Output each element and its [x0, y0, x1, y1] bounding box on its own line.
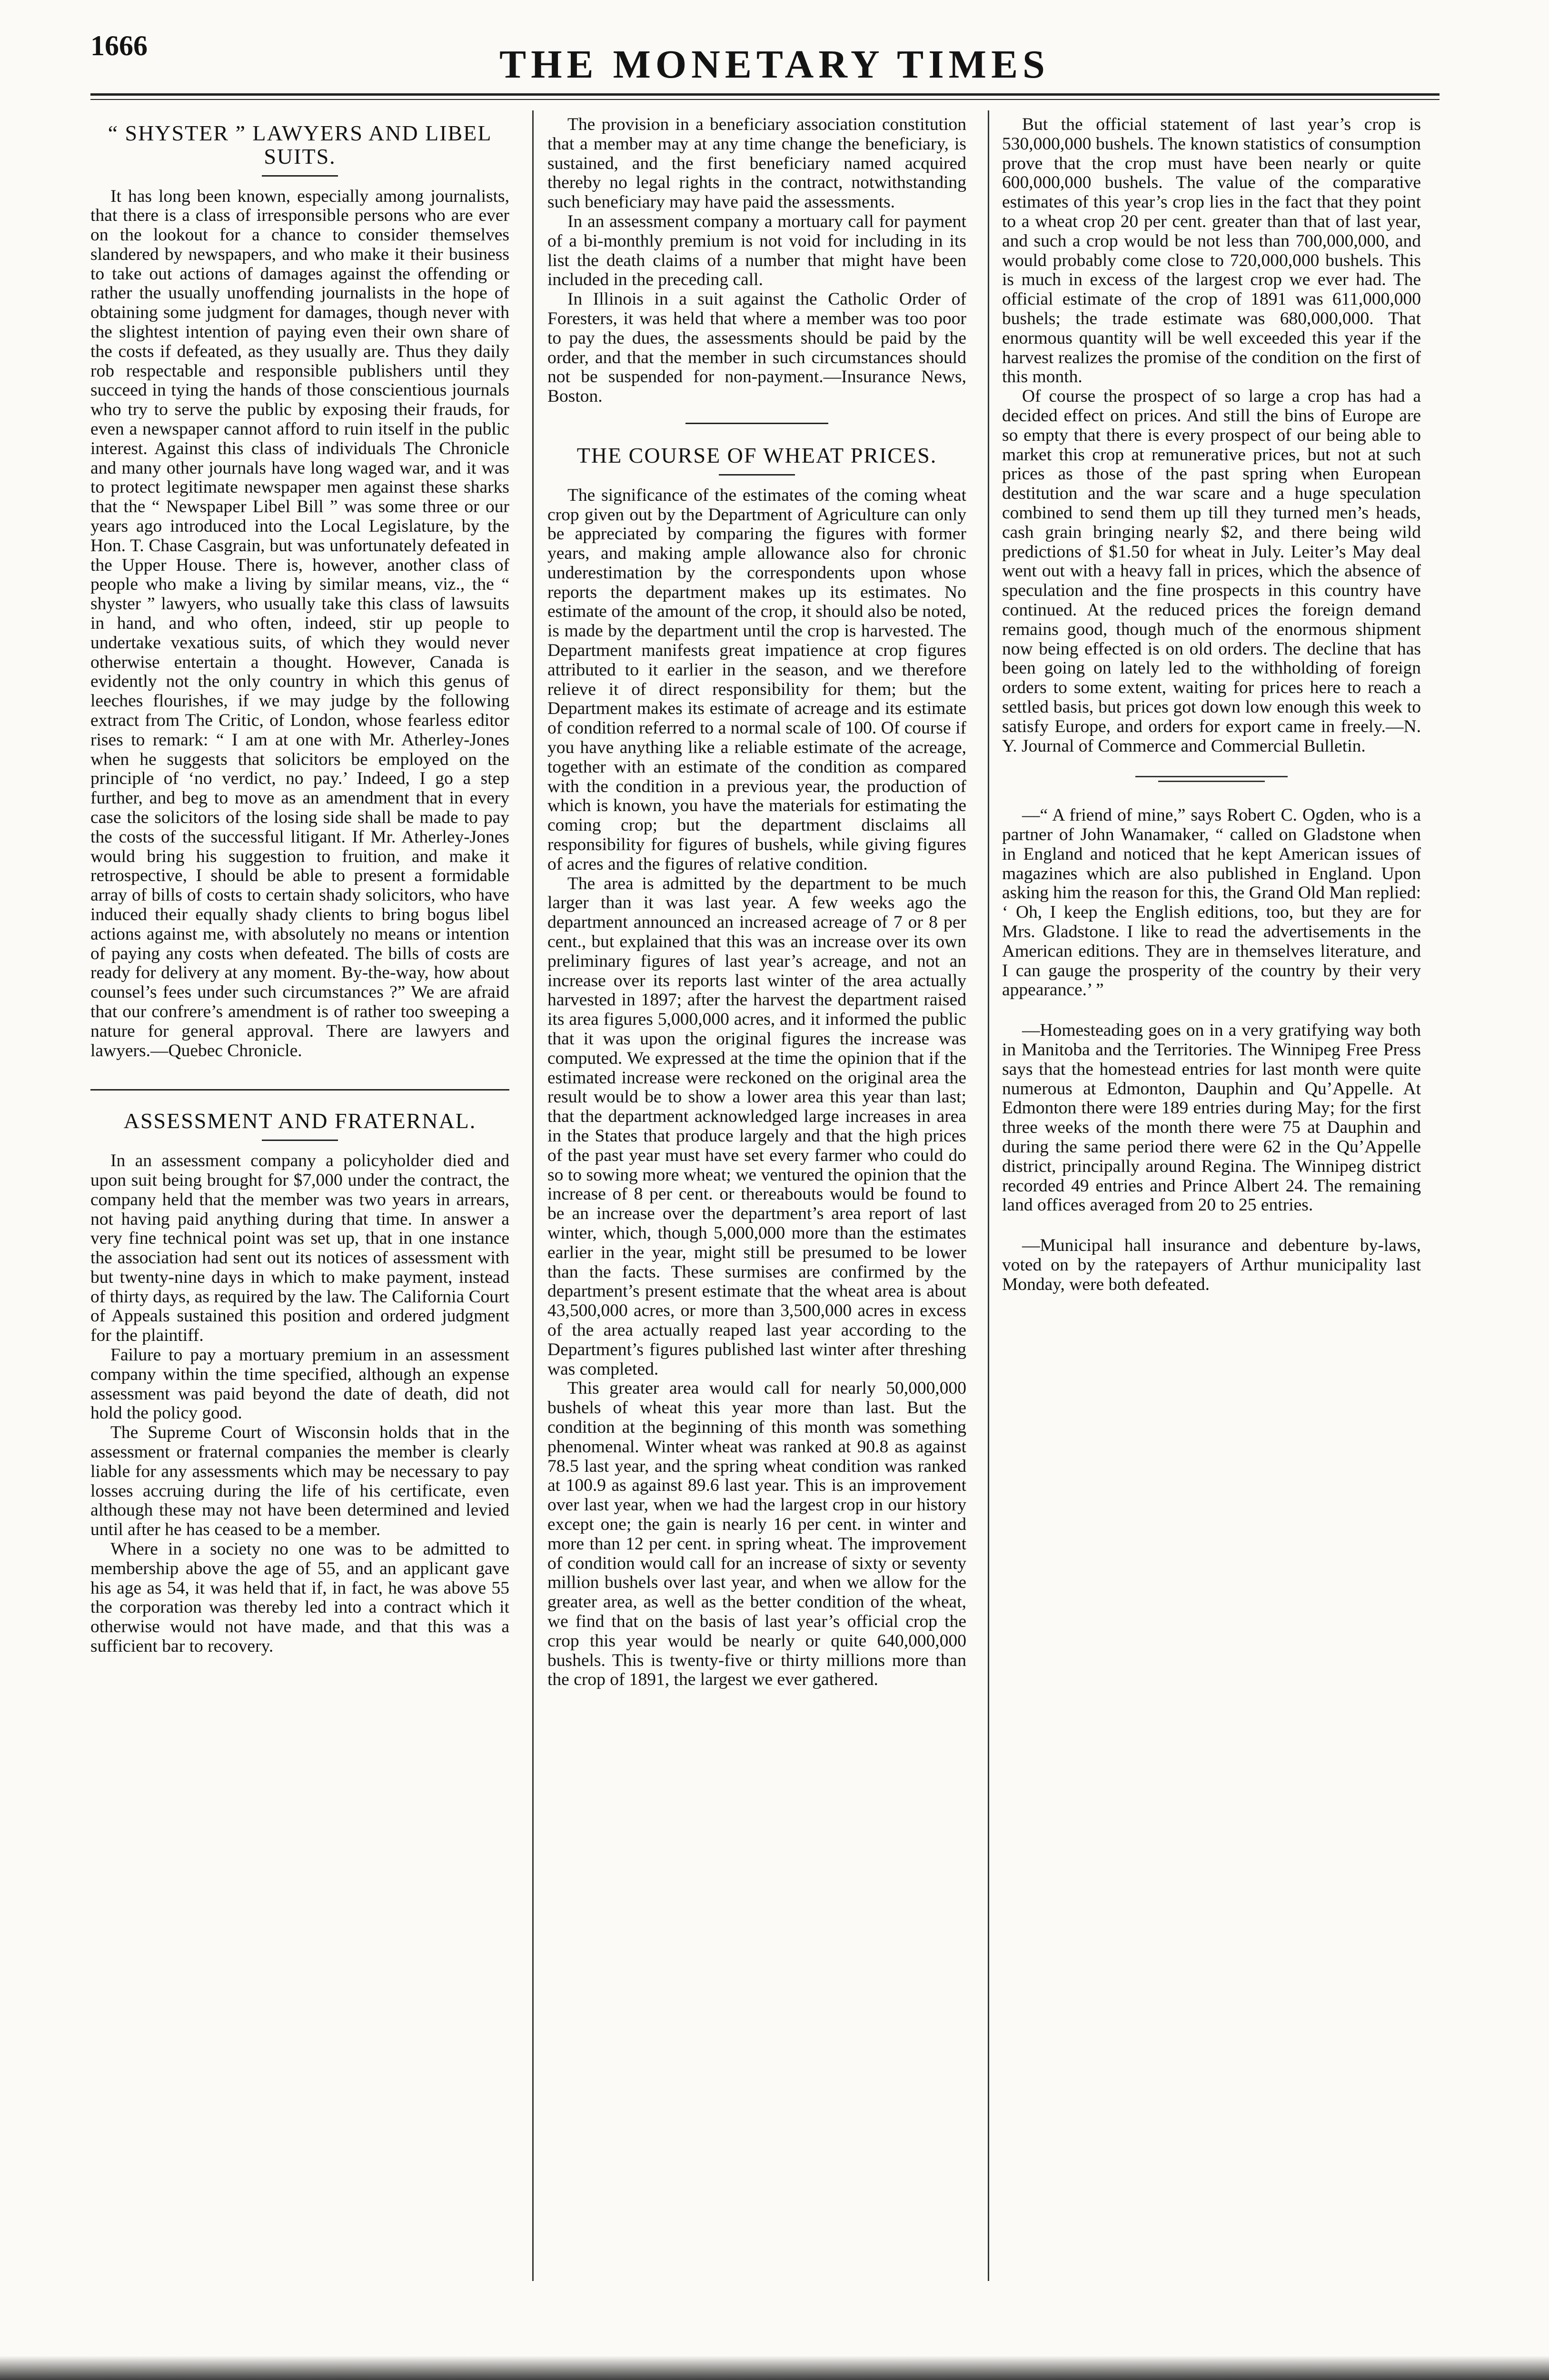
- section-rule-double: [1135, 776, 1288, 782]
- column-2: [547, 115, 966, 2286]
- section-rule: [90, 1089, 509, 1091]
- masthead-rule: [90, 93, 1440, 96]
- shyster-headline: “ SHYSTER ” LAWYERS AND LIBEL SUITS.: [108, 121, 492, 169]
- headline-rule: [262, 1140, 338, 1141]
- masthead-rule-thin: [90, 99, 1440, 100]
- news-note: —Homesteading goes on in a very gratifying way both in Manitoba and the Territories. The Winnipeg Free Press says that the homestead entries for last month were quite numerous at Edmonton, Dauphin and Qu’Appelle. At Edmonton there were 189 entries during May; for the first three weeks of the month there were 75 at Dauphin and during the same period there were 62 in the Qu’Appelle district, principally around Regina. The Winnipeg district recorded 49 entries and Prince Albert 24. The remaining land offices averaged from 20 to 25 entries.: [1002, 1021, 1421, 1215]
- headline-rule: [719, 474, 795, 476]
- article-paragraph: But the official statement of last year’s crop is 530,000,000 bushels. The known statistics of consumption prove that the crop must have been nearly or quite 600,000,000 bushels. The value of the comparative estimates of this year’s crop lies in the fact that they point to a wheat crop 20 per cent. greater than that of last year, and such a crop would be not less than 700,000,000, and would probably come close to 720,000,000 bushels. This is much in excess of the largest crop we ever had. The official estimate of the crop of 1891 was 611,000,000 bushels; the trade estimate was 680,000,000. That enormous quantity will be well exceeded this year if the harvest realizes the promise of the condition on the first of this month.: [1002, 115, 1421, 387]
- article-paragraph: The area is admitted by the department to be much larger than it was last year. A few weeks ago the department announced an increased acreage of 7 or 8 per cent., but explained that this was an increase over its own preliminary figures of last year’s acreage, and not an increase over its reports last winter of the area actually harvested in 1897; after the harvest the department raised its area figures 5,000,000 acres, and it informed the public that it was upon the original figures the increase was computed. We expressed at the time the opinion that if the estimated increase were reckoned on the original area the result would be to show a lower area this year than last; that the department acknowledged large increases in area in the States that produce largely and that the high prices of the past year must have set every farmer who could do so to sowing more wheat; we ventured the opinion that the increase of 8 per cent. or thereabouts would be found to be an increase over the department’s area report of last winter, which, though 5,000,000 more than the estimates earlier in the year, might still be presumed to be lower than the facts. These surmises are confirmed by the department’s present estimate that the wheat area is about 43,500,000 acres, or more than 3,500,000 acres in excess of the area actually reaped last year according to the Department’s figures published last winter after threshing was completed.: [547, 873, 966, 1379]
- column-divider: [532, 110, 534, 2281]
- assessment-headline: ASSESSMENT AND FRATERNAL.: [123, 1109, 477, 1133]
- article-paragraph: In Illinois in a suit against the Catholic Order of Foresters, it was held that where a member was too poor to pay the dues, the assessments should be paid by the order, and that the member in such circumstances should not be suspended for non-payment.—Insurance News, Boston.: [547, 289, 966, 407]
- article-paragraph: It has long been known, especially among journalists, that there is a class of irresponsible persons who are ever on the lookout for a chance to consider themselves slandered by newspapers, and who make it their business to take out actions of damages against the offending or rather the usually unoffending journalists in the hope of obtaining some judgment for damages, though never with the slightest intention of paying even their own share of the costs if defeated, as they usually are. Thus they daily rob respectable and responsible publishers until they succeed in tying the hands of those conscientious journals who try to serve the public by exposing their frauds, for even a newspaper cannot afford to ruin itself in the public interest. Against this class of individuals The Chronicle and many other journals have long waged war, and it was to protect legitimate newspaper men against these sharks that the “ Newspaper Libel Bill ” was some three or our years ago introduced into the Local Legislature, by the Hon. T. Chase Casgrain, but was unfortunately defeated in the Upper House. There is, however, another class of people who make a living by similar means, viz., the “ shyster ” lawyers, who usually take this class of lawsuits in hand, and who often, indeed, stir up people to undertake vexatious suits, of which they would never otherwise entertain a thought. However, Canada is evidently not the only country in which this genus of leeches flourishes, if we may judge by the following extract from The Critic, of London, whose fearless editor rises to remark: “ I am at one with Mr. Atherley-Jones when he suggests that solicitors be employed on the principle of ‘no verdict, no pay.’ Indeed, I go a step further, and beg to move as an amendment that in every case the solicitors of the losing side shall be made to pay the costs of the successful litigant. If Mr. Atherley-Jones would bring his suggestion to fruition, and make it retrospective, I should be able to present a formidable array of bills of costs to certain shady solicitors, who have induced their equally shady clients to bring bogus libel actions against me, with absolutely no means or intention of paying any costs when defeated. The bills of costs are ready for delivery at any moment. By-the-way, how about counsel’s fees under such circumstances ?” We are afraid that our confrere’s amendment is of rather too sweeping a nature for general approval. There are lawyers and lawyers.—Quebec Chronicle.: [90, 186, 509, 1061]
- article-paragraph: Of course the prospect of so large a crop has had a decided effect on prices. And still the bins of Europe are so empty that there is every prospect of our being able to market this crop at remunerative prices, but not at such prices as those of the past spring when European destitution and the war scare and a huge speculation combined to send them up till they turned men’s heads, cash grain bringing nearly $2, and there being wild predictions of $1.50 for wheat in July. Leiter’s May deal went out with a heavy fall in prices, which the absence of speculation and the fine prospects in this country have continued. At the reduced prices the foreign demand remains good, though much of the enormous shipment now being effected is on old orders. The decline that has been going on lately led to the withholding of foreign orders to some extent, waiting for prices here to reach a settled basis, but prices got down low enough this week to satisfy Europe, and orders for export came in freely.—N. Y. Journal of Commerce and Commercial Bulletin.: [1002, 387, 1421, 756]
- article-paragraph: In an assessment company a policyholder died and upon suit being brought for $7,000 under the contract, the company held that the member was two years in arrears, not having paid anything during that time. In answer a very fine technical point was set up, that in one instance the association had sent out its notices of assessment with but twenty-nine days in which to make payment, instead of thirty days, as required by the law. The California Court of Appeals sustained this position and ordered judgment for the plaintiff.: [90, 1151, 509, 1346]
- article-paragraph: The Supreme Court of Wisconsin holds that in the assessment or fraternal companies the member is clearly liable for any assessments which may be necessary to pay losses accruing during the life of his certificate, even although these may not have been determined and levied until after he has ceased to be a member.: [90, 1423, 509, 1540]
- article-paragraph: In an assessment company a mortuary call for payment of a bi-monthly premium is not void for including in its list the death claims of a number that might have been included in the preceding call.: [547, 211, 966, 290]
- headline-rule: [262, 175, 338, 177]
- scan-bottom-edge: [0, 2356, 1549, 2380]
- column-3: [1002, 115, 1421, 2286]
- wheat-headline: THE COURSE OF WHEAT PRICES.: [576, 443, 937, 467]
- news-note: —“ A friend of mine,” says Robert C. Ogden, who is a partner of John Wanamaker, “ called on Gladstone when in England and noticed that he kept American issues of magazines which are also published in England. Upon asking him the reason for this, the Grand Old Man replied: ‘ Oh, I keep the English editions, too, but they are for Mrs. Gladstone. I like to read the advertisements in the American editions. They are in themselves literature, and I can gauge the prosperity of the country by their very appearance.’ ”: [1002, 805, 1421, 1000]
- article-paragraph: Where in a society no one was to be admitted to membership above the age of 55, and an applicant gave his age as 54, it was held that if, in fact, he was above 55 the corporation was thereby led into a contract which it otherwise would not have made, and that this was a sufficient bar to recovery.: [90, 1539, 509, 1656]
- column-1: [90, 115, 509, 2286]
- news-note: —Municipal hall insurance and debenture by-laws, voted on by the ratepayers of Arthur municipality last Monday, were both defeated.: [1002, 1236, 1421, 1294]
- section-rule: [685, 423, 828, 424]
- page-number: 1666: [90, 30, 148, 61]
- masthead-title: THE MONETARY TIMES: [499, 42, 1050, 87]
- article-paragraph: The significance of the estimates of the coming wheat crop given out by the Department of Agriculture can only be appreciated by comparing the figures with former years, and making ample allowance also for chronic underestimation by the correspondents upon whose reports the department makes up its estimates. No estimate of the amount of the crop, it should also be noted, is made by the department until the crop is harvested. The Department manifests great impatience at crop figures attributed to it earlier in the season, and we therefore relieve it of direct responsibility for them; but the Department makes its estimate of acreage and its estimate of condition referred to a normal scale of 100. Of course if you have anything like a reliable estimate of the acreage, together with an estimate of the condition as compared with the condition in a previous year, the production of which is known, you have the materials for estimating the coming crop; but the department disclaims all responsibility for figures of bushels, while giving figures of acres and the figures of relative condition.: [547, 485, 966, 874]
- article-paragraph: Failure to pay a mortuary premium in an assessment company within the time specified, although an expense assessment was paid beyond the date of death, did not hold the policy good.: [90, 1345, 509, 1423]
- column-divider: [988, 110, 989, 2281]
- article-paragraph: The provision in a beneficiary association constitution that a member may at any time change the beneficiary, is sustained, and the first beneficiary named acquired thereby no legal rights in the contract, notwithstanding such beneficiary may have paid the assessments.: [547, 115, 966, 212]
- article-paragraph: This greater area would call for nearly 50,000,000 bushels of wheat this year more than last. But the condition at the beginning of this month was something phenomenal. Winter wheat was ranked at 90.8 as against 78.5 last year, and the spring wheat condition was ranked at 100.9 as against 89.6 last year. This is an improvement over last year, when we had the largest crop in our history except one; the gain is nearly 16 per cent. in winter and more than 12 per cent. in spring wheat. The improvement of condition would call for an increase of sixty or seventy million bushels over last year, and when we allow for the greater area, as well as the better condition of the wheat, we find that on the basis of last year’s official crop the crop this year would be nearly or quite 640,000,000 bushels. This is twenty-five or thirty millions more than the crop of 1891, the largest we ever gathered.: [547, 1378, 966, 1690]
